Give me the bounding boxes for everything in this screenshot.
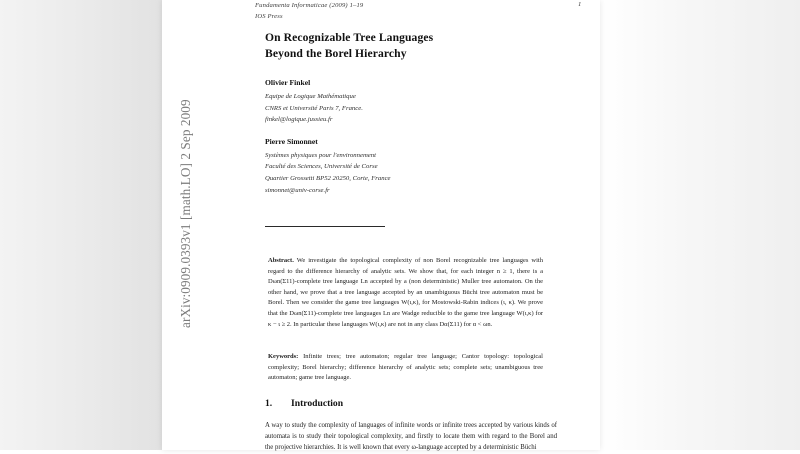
journal-header [255,1,555,22]
journal-publisher-line: IOS Press [255,12,283,20]
author-affiliation-line: Faculté des Sciences, Université de Corse [265,163,378,171]
author-name: Olivier Finkel [265,78,311,87]
keywords-label: Keywords: [268,353,299,360]
keywords-block [268,352,543,384]
author-email[interactable]: simonnet@univ-corse.fr [265,186,330,194]
author-name: Pierre Simonnet [265,136,318,146]
author-list [265,76,565,205]
page-gutter-right [600,0,800,450]
author-block [265,135,565,196]
section-title: Introduction [291,398,344,409]
paper-title-line-2: Beyond the Borel Hierarchy [265,46,407,60]
author-affiliation-line: Quartier Grossetti BP52 20250, Corte, France [265,174,391,182]
author-affiliation-line: Equipe de Logique Mathématique [265,93,356,100]
abstract-text: We investigate the topological complexity of non Borel recognizable tree languages with regard to the difference hierarchy of analytic sets. We show that, for each integer n ≥ 1, there is a Dωn(Σ11)-complete tree language Ln accepted by a (non deterministic) Muller tree automaton. On the other hand, we prove that a tree language accepted by an unambiguous Büchi tree automaton must be Borel. Then we consider the game tree languages W(ι,κ), for Mostowski-Rabin indices (ι, κ). We prove that the Dωn(Σ11)-complete tree languages Ln are Wadge reducible to the game tree language W(ι,κ) for κ − ι ≥ 2. In particular these languages W(ι,κ) are not in any class Dα(Σ11) for α < ωn. [268,257,543,328]
author-email[interactable]: finkel@logique.jussieu.fr [265,116,333,124]
section-heading [265,398,555,409]
abstract-block [268,256,543,330]
keywords-text: Infinite trees; tree automaton; regular tree language; Cantor topology: topological complexity; Borel hierarchy; difference hierarchy of analytic sets; complete sets; unambiguous tree automaton; game tree language. [268,353,543,382]
author-affiliation-line: CNRS et Université Paris 7, France. [265,104,363,112]
journal-title-line: Fundamenta Informaticae (2009) 1–19 [255,2,364,9]
section-number: 1. [265,398,273,409]
page-gutter-left [0,0,162,450]
section-body-text: A way to study the complexity of languages of infinite words or infinite trees accepted by various kinds of automata is to study their topological complexity, and firstly to locate them with regard to the Borel and the projective hierarchies. It is well known that every ω-language accepted by a deterministic Büchi [265,422,557,452]
page-title [265,30,565,61]
arxiv-stamp: arXiv:0909.0393v1 [math.LO] 2 Sep 2009 [178,99,193,328]
page-number: 1 [578,1,582,8]
author-affiliation-line: Systèmes physiques pour l'environnement [265,151,376,159]
abstract-label: Abstract. [268,257,294,264]
author-block [265,76,565,126]
paper-title-line-1: On Recognizable Tree Languages [265,31,434,44]
horizontal-rule [265,226,385,227]
